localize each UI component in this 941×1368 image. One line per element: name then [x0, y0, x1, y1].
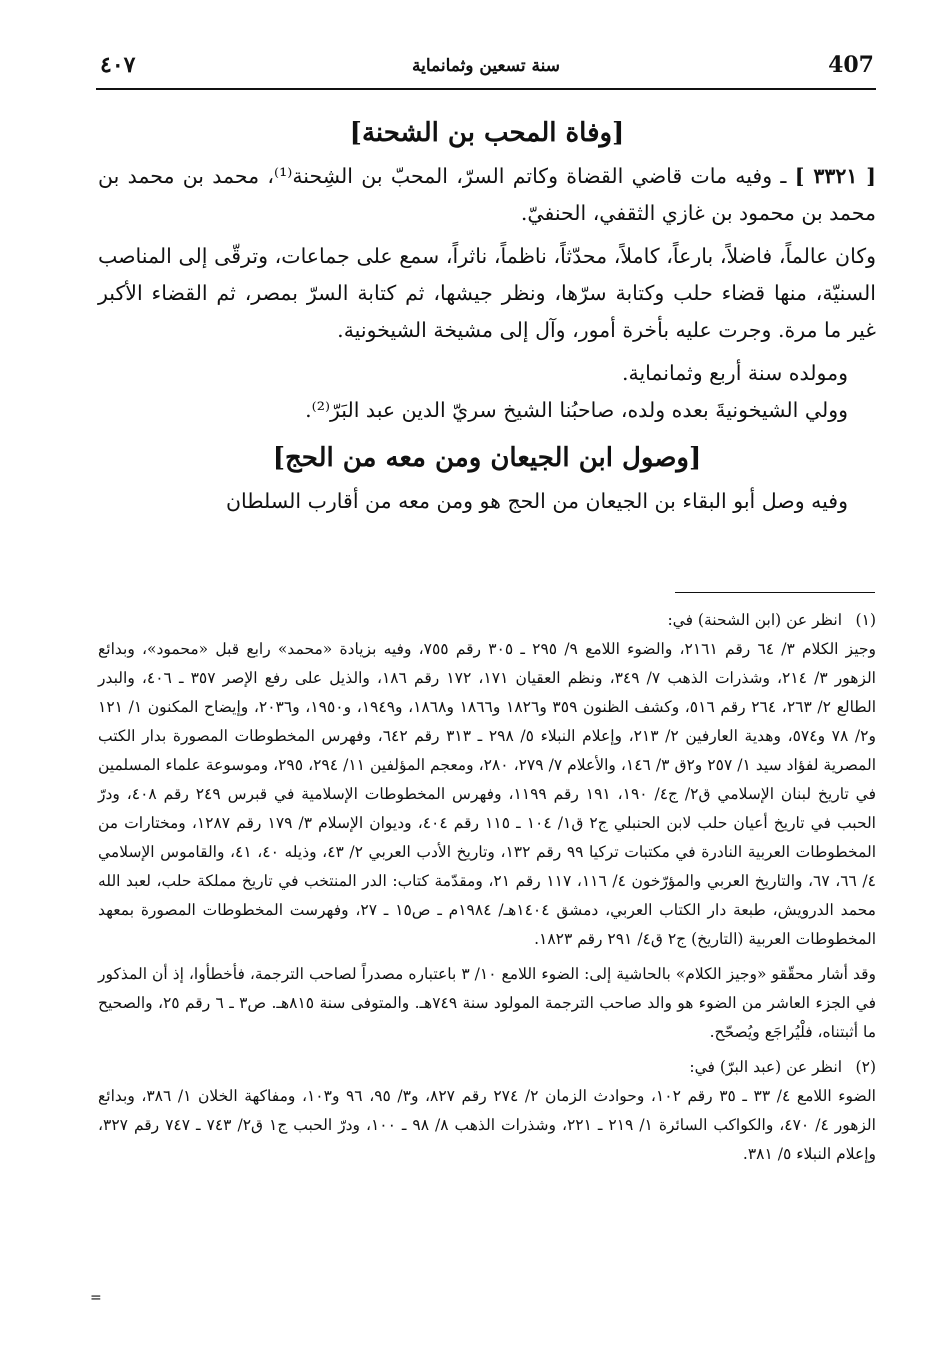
running-title: سنة تسعين وثمانماية	[411, 56, 561, 76]
footnote-divider	[675, 592, 875, 593]
footnote-2-body: الضوء اللامع ٤/ ٣٣ ـ ٣٥ رقم ١٠٢، وحوادث الزمان ٢/ ٢٧٤ رقم ٨٢٧، و٣/ ٩٥، ٩٦ و١٠٣، ومفاكهة الخلان ١/ ٣٨٦، وبدائع الزهور ٤/ ٤٧٠، والكواكب السائرة ١/ ٢١٩ ـ ٢٢١، وشذرات الذهب ٨/ ٩٨ ـ ١٠٠، ودرّ الحبب ج١ ق٢/ ٧٤٣ ـ ٧٤٧ رقم ٣٢٧، وإعلام النبلاء ٥/ ٣٨١.	[98, 1087, 876, 1163]
footnote-1-note: وقد أشار محقّقو «وجيز الكلام» بالحاشية إلى: الضوء اللامع ١٠/ ٣ باعتباره مصدراً لصاحب الترجمة، فأخطأوا، إذ أن المذكور في الجزء العاشر من الضوء هو والد صاحب الترجمة المولود سنة ٧٤٩هـ. والمتوفى سنة ٨١٥هـ. ص٣ ـ ٦ رقم ٢٥، والصحيح ما أثبتناه، فلْيُراجَع ويُصحّح.	[98, 965, 877, 1041]
footnote-1-number: (١)	[855, 611, 876, 629]
entry-number: [ ٣٣٢١ ]	[794, 164, 876, 188]
footnote-1-lead: انظر عن (ابن الشحنة) في:	[667, 611, 842, 629]
page-number-arabic: ٤٠٧	[100, 52, 136, 78]
section-heading-arrival: [وصول ابن الجيعان ومن معه من الحج]	[272, 443, 702, 473]
entry-text: ـ وفيه مات قاضي القضاة وكاتم السرّ، المحبّ بن الشِحنة⁽¹⁾، محمد بن محمد بن محمد بن محمود بن غازي الثقفي، الحنفيّ.	[98, 164, 876, 225]
arrival-paragraph: وفيه وصل أبو البقاء بن الجيعان من الحج هو ومن معه من أقارب السلطان	[225, 489, 848, 513]
footnote-1-body: وجيز الكلام ٣/ ٦٤ رقم ٢١٦١، والضوء اللامع ٩/ ٢٩٥ ـ ٣٠٥ رقم ٧٥٥، وفيه بزيادة «محمد» رابع قبل «محمود»، وبدائع الزهور ٣/ ٢١٤، وشذرات الذهب ٧/ ٣٤٩، ونظم العقيان ١٧١، ١٧٢ رقم ١٨٦، والذيل على رفع الإصر ٣٥٧ ـ ٤٠٦، والبدر الطالع ٢/ ٢٦٣، ٢٦٤ رقم ٥١٦، وكشف الظنون ٣٥٩ و١٨٢٦ و١٨٦٦ و١٨٦٨، و١٩٤٩، و١٩٥٠، و٢٠٣٦، وإيضاح المكنون ١/ ١٢١ و٢/ ٧٨ و٥٧٤، وهدية العارفين ٢/ ٢١٣، وإعلام النبلاء ٥/ ٢٩٨ ـ ٣١٣ رقم ٦٤٢، وفهرس المخطوطات المصورة بدار الكتب المصرية لفؤاد سيد ١/ ٢٥٧ و٢ق ٣/ ١٤٦، والأعلام ٧/ ٢٧٩، ٢٨٠، ومعجم المؤلفين ١١/ ٢٩٤، ٢٩٥، وموسوعة علماء المسلمين في تاريخ لبنان الإسلامي ق٢/ ج٤/ ١٩٠، ١٩١ رقم ١١٩٩، وفهرس المخطوطات الإسلامية في قبرس ٢٤٩ رقم ٤٠٨، ودرّ الحبب في تاريخ أعيان حلب لابن الحنبلي ج٢ ق١/ ١٠٤ ـ ١١٥ رقم ٤٠٤، وديوان الإسلام ٣/ ١٧٩ رقم ١٢٨٧، ومختارات من المخطوطات العربية النادرة في مكتبات تركيا ٩٩ رقم ١٣٢، وتاريخ الأدب العربي ٢/ ٤٣، وذيله ٤٠، ٤١، والقاموس الإسلامي ٤/ ٦٦، ٦٧، والتاريخ العربي والمؤرّخون ٤/ ١١٦، ١١٧ رقم ٢١، ومقدّمة كتاب: الدر المنتخب في تاريخ مملكة حلب، لعبد الله محمد الدرويش، طبعة دار الكتاب العربي، دمشق ١٤٠٤هـ/ ١٩٨٤م ـ ص١٥ ـ ٢٧، وفهرست المخطوطات المصورة بمعهد المخطوطات العربية (التاريخ) ج٢ ق٤/ ٢٩١ رقم ١٨٢٣.	[98, 640, 877, 948]
edge-mark: =	[90, 1290, 102, 1306]
running-header	[96, 52, 876, 90]
section-heading-death: [وفاة المحب بن الشحنة]	[349, 118, 625, 148]
entry-paragraph	[98, 158, 876, 232]
footnote-2-number: (٢)	[855, 1058, 876, 1076]
footnote-1-head	[98, 606, 876, 635]
successor-paragraph: وولي الشيخونيةَ بعده ولده، صاحبُنا الشيخ سريّ الدين عبد البَرّ⁽²⁾.	[305, 398, 848, 422]
main-text	[98, 112, 876, 520]
biography-paragraph: وكان عالماً، فاضلاً، بارعاً، كاملاً، محدّثاً، ناظماً، ناثراً، سمع على جماعات، وترقّى إلى المناصب السنيّة، منها قضاء حلب وكتابة سرّها، ونظر جيشها، ثم كتابة السرّ بمصر، ثم القضاء الأكبر غير ما مرة. وجرت عليه بأخرة أمور، وآل إلى مشيخة الشيخونية.	[98, 244, 876, 342]
footnote-2-head	[98, 1053, 876, 1082]
page-number-latin: 407	[828, 52, 874, 78]
birth-paragraph: ومولده سنة أربع وثمانماية.	[621, 361, 848, 385]
footnote-2-lead: انظر عن (عبد البرّ) في:	[689, 1058, 842, 1076]
footnotes	[98, 606, 876, 1169]
